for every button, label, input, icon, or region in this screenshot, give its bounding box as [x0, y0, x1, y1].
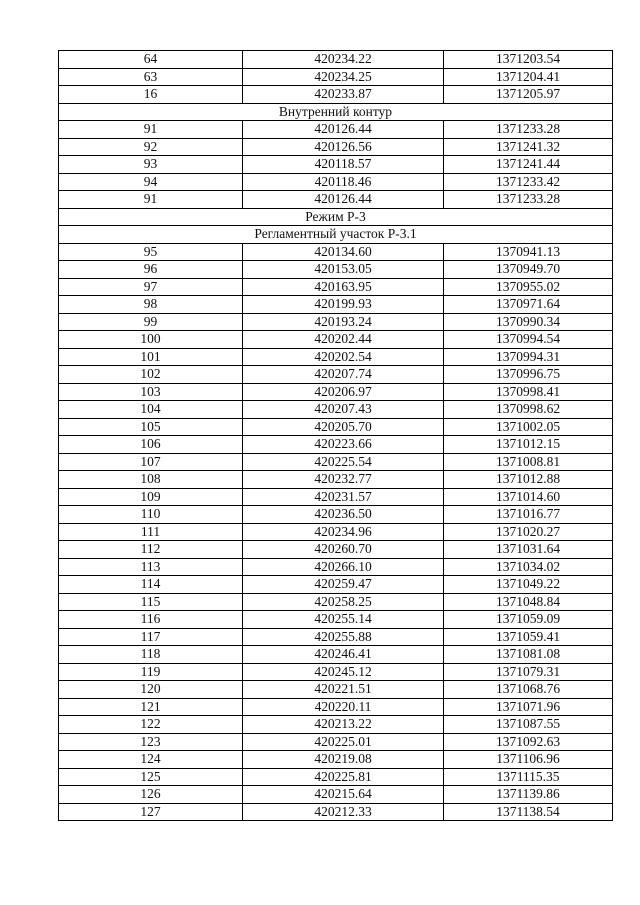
x-coordinate-cell: 420126.56 [243, 138, 444, 156]
x-coordinate-cell: 420202.54 [243, 348, 444, 366]
table-row [59, 243, 613, 261]
coordinates-table [58, 50, 613, 821]
y-coordinate-cell: 1370955.02 [444, 278, 613, 296]
point-number-cell: 116 [59, 611, 243, 629]
table-row [59, 261, 613, 279]
x-coordinate-cell: 420205.70 [243, 418, 444, 436]
point-number-cell: 121 [59, 698, 243, 716]
point-number-cell: 110 [59, 506, 243, 524]
x-coordinate-cell: 420126.44 [243, 191, 444, 209]
y-coordinate-cell: 1371048.84 [444, 593, 613, 611]
y-coordinate-cell: 1370996.75 [444, 366, 613, 384]
x-coordinate-cell: 420202.44 [243, 331, 444, 349]
point-number-cell: 125 [59, 768, 243, 786]
x-coordinate-cell: 420126.44 [243, 121, 444, 139]
table-row [59, 716, 613, 734]
x-coordinate-cell: 420255.88 [243, 628, 444, 646]
y-coordinate-cell: 1371068.76 [444, 681, 613, 699]
y-coordinate-cell: 1370998.62 [444, 401, 613, 419]
y-coordinate-cell: 1371020.27 [444, 523, 613, 541]
table-row [59, 628, 613, 646]
table-row [59, 681, 613, 699]
table-row [59, 138, 613, 156]
point-number-cell: 111 [59, 523, 243, 541]
table-row [59, 786, 613, 804]
table-row [59, 803, 613, 821]
x-coordinate-cell: 420193.24 [243, 313, 444, 331]
y-coordinate-cell: 1371002.05 [444, 418, 613, 436]
point-number-cell: 108 [59, 471, 243, 489]
y-coordinate-cell: 1371087.55 [444, 716, 613, 734]
point-number-cell: 112 [59, 541, 243, 559]
y-coordinate-cell: 1370941.13 [444, 243, 613, 261]
y-coordinate-cell: 1370994.54 [444, 331, 613, 349]
y-coordinate-cell: 1371204.41 [444, 68, 613, 86]
section-header-text: Режим Р-3 [59, 208, 613, 226]
y-coordinate-cell: 1371241.44 [444, 156, 613, 174]
y-coordinate-cell: 1371014.60 [444, 488, 613, 506]
point-number-cell: 100 [59, 331, 243, 349]
table-row [59, 593, 613, 611]
point-number-cell: 115 [59, 593, 243, 611]
point-number-cell: 95 [59, 243, 243, 261]
section-header-text: Внутренний контур [59, 103, 613, 121]
section-header-row [59, 103, 613, 121]
x-coordinate-cell: 420206.97 [243, 383, 444, 401]
y-coordinate-cell: 1370990.34 [444, 313, 613, 331]
table-row [59, 86, 613, 104]
table-row [59, 418, 613, 436]
point-number-cell: 119 [59, 663, 243, 681]
table-row [59, 506, 613, 524]
table-row [59, 698, 613, 716]
x-coordinate-cell: 420225.54 [243, 453, 444, 471]
table-row [59, 453, 613, 471]
y-coordinate-cell: 1371233.28 [444, 121, 613, 139]
y-coordinate-cell: 1371031.64 [444, 541, 613, 559]
point-number-cell: 96 [59, 261, 243, 279]
point-number-cell: 92 [59, 138, 243, 156]
y-coordinate-cell: 1371034.02 [444, 558, 613, 576]
point-number-cell: 98 [59, 296, 243, 314]
x-coordinate-cell: 420207.74 [243, 366, 444, 384]
point-number-cell: 63 [59, 68, 243, 86]
point-number-cell: 16 [59, 86, 243, 104]
section-header-row [59, 226, 613, 244]
table-row [59, 348, 613, 366]
table-row [59, 436, 613, 454]
x-coordinate-cell: 420212.33 [243, 803, 444, 821]
point-number-cell: 97 [59, 278, 243, 296]
x-coordinate-cell: 420215.64 [243, 786, 444, 804]
table-row [59, 278, 613, 296]
y-coordinate-cell: 1371081.08 [444, 646, 613, 664]
x-coordinate-cell: 420213.22 [243, 716, 444, 734]
table-row [59, 488, 613, 506]
x-coordinate-cell: 420163.95 [243, 278, 444, 296]
y-coordinate-cell: 1371008.81 [444, 453, 613, 471]
table-row [59, 366, 613, 384]
point-number-cell: 122 [59, 716, 243, 734]
point-number-cell: 107 [59, 453, 243, 471]
point-number-cell: 104 [59, 401, 243, 419]
y-coordinate-cell: 1371203.54 [444, 51, 613, 69]
point-number-cell: 101 [59, 348, 243, 366]
y-coordinate-cell: 1371138.54 [444, 803, 613, 821]
point-number-cell: 105 [59, 418, 243, 436]
table-row [59, 471, 613, 489]
table-row [59, 558, 613, 576]
point-number-cell: 113 [59, 558, 243, 576]
y-coordinate-cell: 1371233.42 [444, 173, 613, 191]
y-coordinate-cell: 1371139.86 [444, 786, 613, 804]
y-coordinate-cell: 1371079.31 [444, 663, 613, 681]
table-row [59, 331, 613, 349]
point-number-cell: 102 [59, 366, 243, 384]
y-coordinate-cell: 1371115.35 [444, 768, 613, 786]
x-coordinate-cell: 420234.25 [243, 68, 444, 86]
point-number-cell: 64 [59, 51, 243, 69]
x-coordinate-cell: 420118.57 [243, 156, 444, 174]
x-coordinate-cell: 420134.60 [243, 243, 444, 261]
point-number-cell: 91 [59, 121, 243, 139]
table-row [59, 733, 613, 751]
table-row [59, 51, 613, 69]
point-number-cell: 103 [59, 383, 243, 401]
x-coordinate-cell: 420225.81 [243, 768, 444, 786]
y-coordinate-cell: 1371233.28 [444, 191, 613, 209]
y-coordinate-cell: 1371049.22 [444, 576, 613, 594]
point-number-cell: 120 [59, 681, 243, 699]
y-coordinate-cell: 1371241.32 [444, 138, 613, 156]
table-row [59, 313, 613, 331]
point-number-cell: 93 [59, 156, 243, 174]
point-number-cell: 126 [59, 786, 243, 804]
y-coordinate-cell: 1371205.97 [444, 86, 613, 104]
table-row [59, 383, 613, 401]
x-coordinate-cell: 420266.10 [243, 558, 444, 576]
y-coordinate-cell: 1371059.41 [444, 628, 613, 646]
section-header-row [59, 208, 613, 226]
x-coordinate-cell: 420199.93 [243, 296, 444, 314]
table-row [59, 296, 613, 314]
point-number-cell: 94 [59, 173, 243, 191]
x-coordinate-cell: 420246.41 [243, 646, 444, 664]
coordinates-table-body [59, 51, 613, 821]
point-number-cell: 118 [59, 646, 243, 664]
y-coordinate-cell: 1370949.70 [444, 261, 613, 279]
point-number-cell: 117 [59, 628, 243, 646]
table-row [59, 156, 613, 174]
point-number-cell: 124 [59, 751, 243, 769]
x-coordinate-cell: 420219.08 [243, 751, 444, 769]
x-coordinate-cell: 420258.25 [243, 593, 444, 611]
table-row [59, 768, 613, 786]
point-number-cell: 91 [59, 191, 243, 209]
point-number-cell: 99 [59, 313, 243, 331]
y-coordinate-cell: 1371106.96 [444, 751, 613, 769]
table-row [59, 523, 613, 541]
point-number-cell: 114 [59, 576, 243, 594]
y-coordinate-cell: 1371016.77 [444, 506, 613, 524]
point-number-cell: 109 [59, 488, 243, 506]
y-coordinate-cell: 1370998.41 [444, 383, 613, 401]
point-number-cell: 106 [59, 436, 243, 454]
table-row [59, 173, 613, 191]
table-row [59, 541, 613, 559]
y-coordinate-cell: 1371059.09 [444, 611, 613, 629]
x-coordinate-cell: 420233.87 [243, 86, 444, 104]
point-number-cell: 127 [59, 803, 243, 821]
point-number-cell: 123 [59, 733, 243, 751]
x-coordinate-cell: 420234.96 [243, 523, 444, 541]
x-coordinate-cell: 420245.12 [243, 663, 444, 681]
table-row [59, 751, 613, 769]
x-coordinate-cell: 420234.22 [243, 51, 444, 69]
table-row [59, 611, 613, 629]
x-coordinate-cell: 420223.66 [243, 436, 444, 454]
y-coordinate-cell: 1371012.88 [444, 471, 613, 489]
table-row [59, 68, 613, 86]
section-header-text: Регламентный участок Р-3.1 [59, 226, 613, 244]
table-row [59, 576, 613, 594]
x-coordinate-cell: 420118.46 [243, 173, 444, 191]
x-coordinate-cell: 420259.47 [243, 576, 444, 594]
x-coordinate-cell: 420236.50 [243, 506, 444, 524]
x-coordinate-cell: 420207.43 [243, 401, 444, 419]
y-coordinate-cell: 1370994.31 [444, 348, 613, 366]
table-row [59, 401, 613, 419]
y-coordinate-cell: 1370971.64 [444, 296, 613, 314]
x-coordinate-cell: 420255.14 [243, 611, 444, 629]
x-coordinate-cell: 420220.11 [243, 698, 444, 716]
x-coordinate-cell: 420232.77 [243, 471, 444, 489]
y-coordinate-cell: 1371071.96 [444, 698, 613, 716]
x-coordinate-cell: 420225.01 [243, 733, 444, 751]
y-coordinate-cell: 1371012.15 [444, 436, 613, 454]
x-coordinate-cell: 420153.05 [243, 261, 444, 279]
table-row [59, 191, 613, 209]
x-coordinate-cell: 420221.51 [243, 681, 444, 699]
table-row [59, 663, 613, 681]
x-coordinate-cell: 420231.57 [243, 488, 444, 506]
y-coordinate-cell: 1371092.63 [444, 733, 613, 751]
table-row [59, 121, 613, 139]
x-coordinate-cell: 420260.70 [243, 541, 444, 559]
table-row [59, 646, 613, 664]
